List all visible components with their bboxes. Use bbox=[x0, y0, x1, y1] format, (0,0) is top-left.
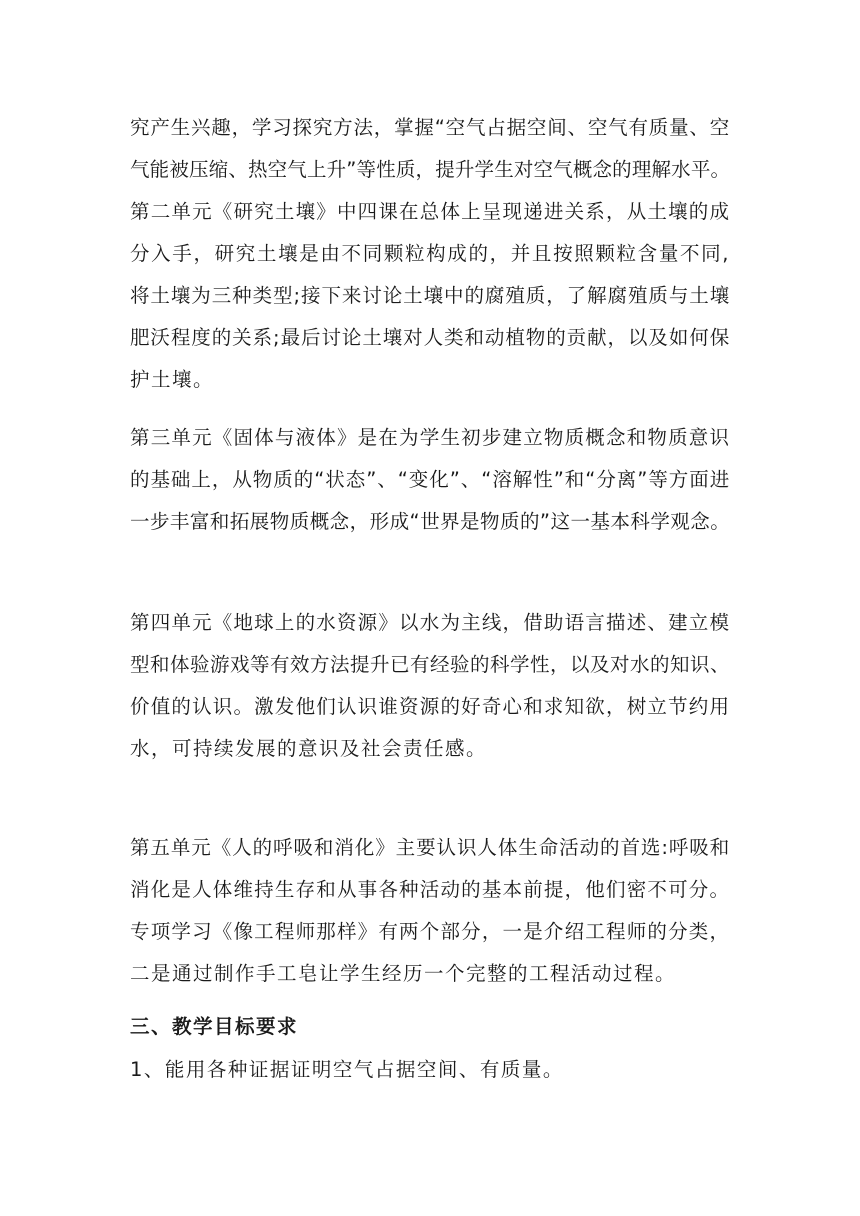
text-line-4: 分入手，研究土壤是由不同颗粒构成的，并且按照颗粒含量不同, bbox=[130, 242, 730, 265]
section-heading: 三、教学目标要求 bbox=[130, 1015, 299, 1038]
text-line-15: 第五单元《人的呼吸和消化》主要认识人体生命活动的首选:呼吸和 bbox=[130, 836, 730, 859]
text-line-6: 肥沃程度的关系;最后讨论土壤对人类和动植物的贡献，以及如何保 bbox=[130, 326, 730, 349]
text-line-13: 价值的认识。激发他们认识谁资源的好奇心和求知欲，树立节约用 bbox=[130, 695, 730, 718]
text-line-12: 型和体验游戏等有效方法提升已有经验的科学性，以及对水的知识、 bbox=[130, 653, 731, 676]
text-line-14: 水，可持续发展的意识及社会责任感。 bbox=[130, 737, 488, 760]
text-line-16: 消化是人体维持生存和从事各种活动的基本前提，他们密不可分。 bbox=[130, 878, 730, 901]
text-line-20: 1、能用各种证据证明空气占据空间、有质量。 bbox=[130, 1058, 564, 1081]
text-line-18: 二是通过制作手工皂让学生经历一个完整的工程活动过程。 bbox=[130, 962, 677, 985]
text-line-1: 究产生兴趣，学习探究方法，掌握“空气占据空间、空气有质量、空 bbox=[130, 116, 730, 139]
text-line-10: 一步丰富和拓展物质概念，形成“世界是物质的”这一基本科学观念。 bbox=[130, 510, 730, 533]
text-line-11: 第四单元《地球上的水资源》以水为主线，借助语言描述、建立模 bbox=[130, 611, 730, 634]
text-line-3: 第二单元《研究土壤》中四课在总体上呈现递进关系，从土壤的成 bbox=[130, 200, 730, 223]
text-line-9: 的基础上，从物质的“状态”、“变化”、“溶解性”和“分离”等方面进 bbox=[130, 468, 730, 491]
text-line-5: 将土壤为三种类型;接下来讨论土壤中的腐殖质，了解腐殖质与土壤 bbox=[130, 284, 730, 307]
text-line-17: 专项学习《像工程师那样》有两个部分，一是介绍工程师的分类， bbox=[130, 920, 730, 943]
text-line-2: 气能被压缩、热空气上升”等性质，提升学生对空气概念的理解水平。 bbox=[130, 158, 730, 181]
text-line-8: 第三单元《固体与液体》是在为学生初步建立物质概念和物质意识 bbox=[130, 426, 730, 449]
text-line-7: 护土壤。 bbox=[130, 368, 215, 391]
